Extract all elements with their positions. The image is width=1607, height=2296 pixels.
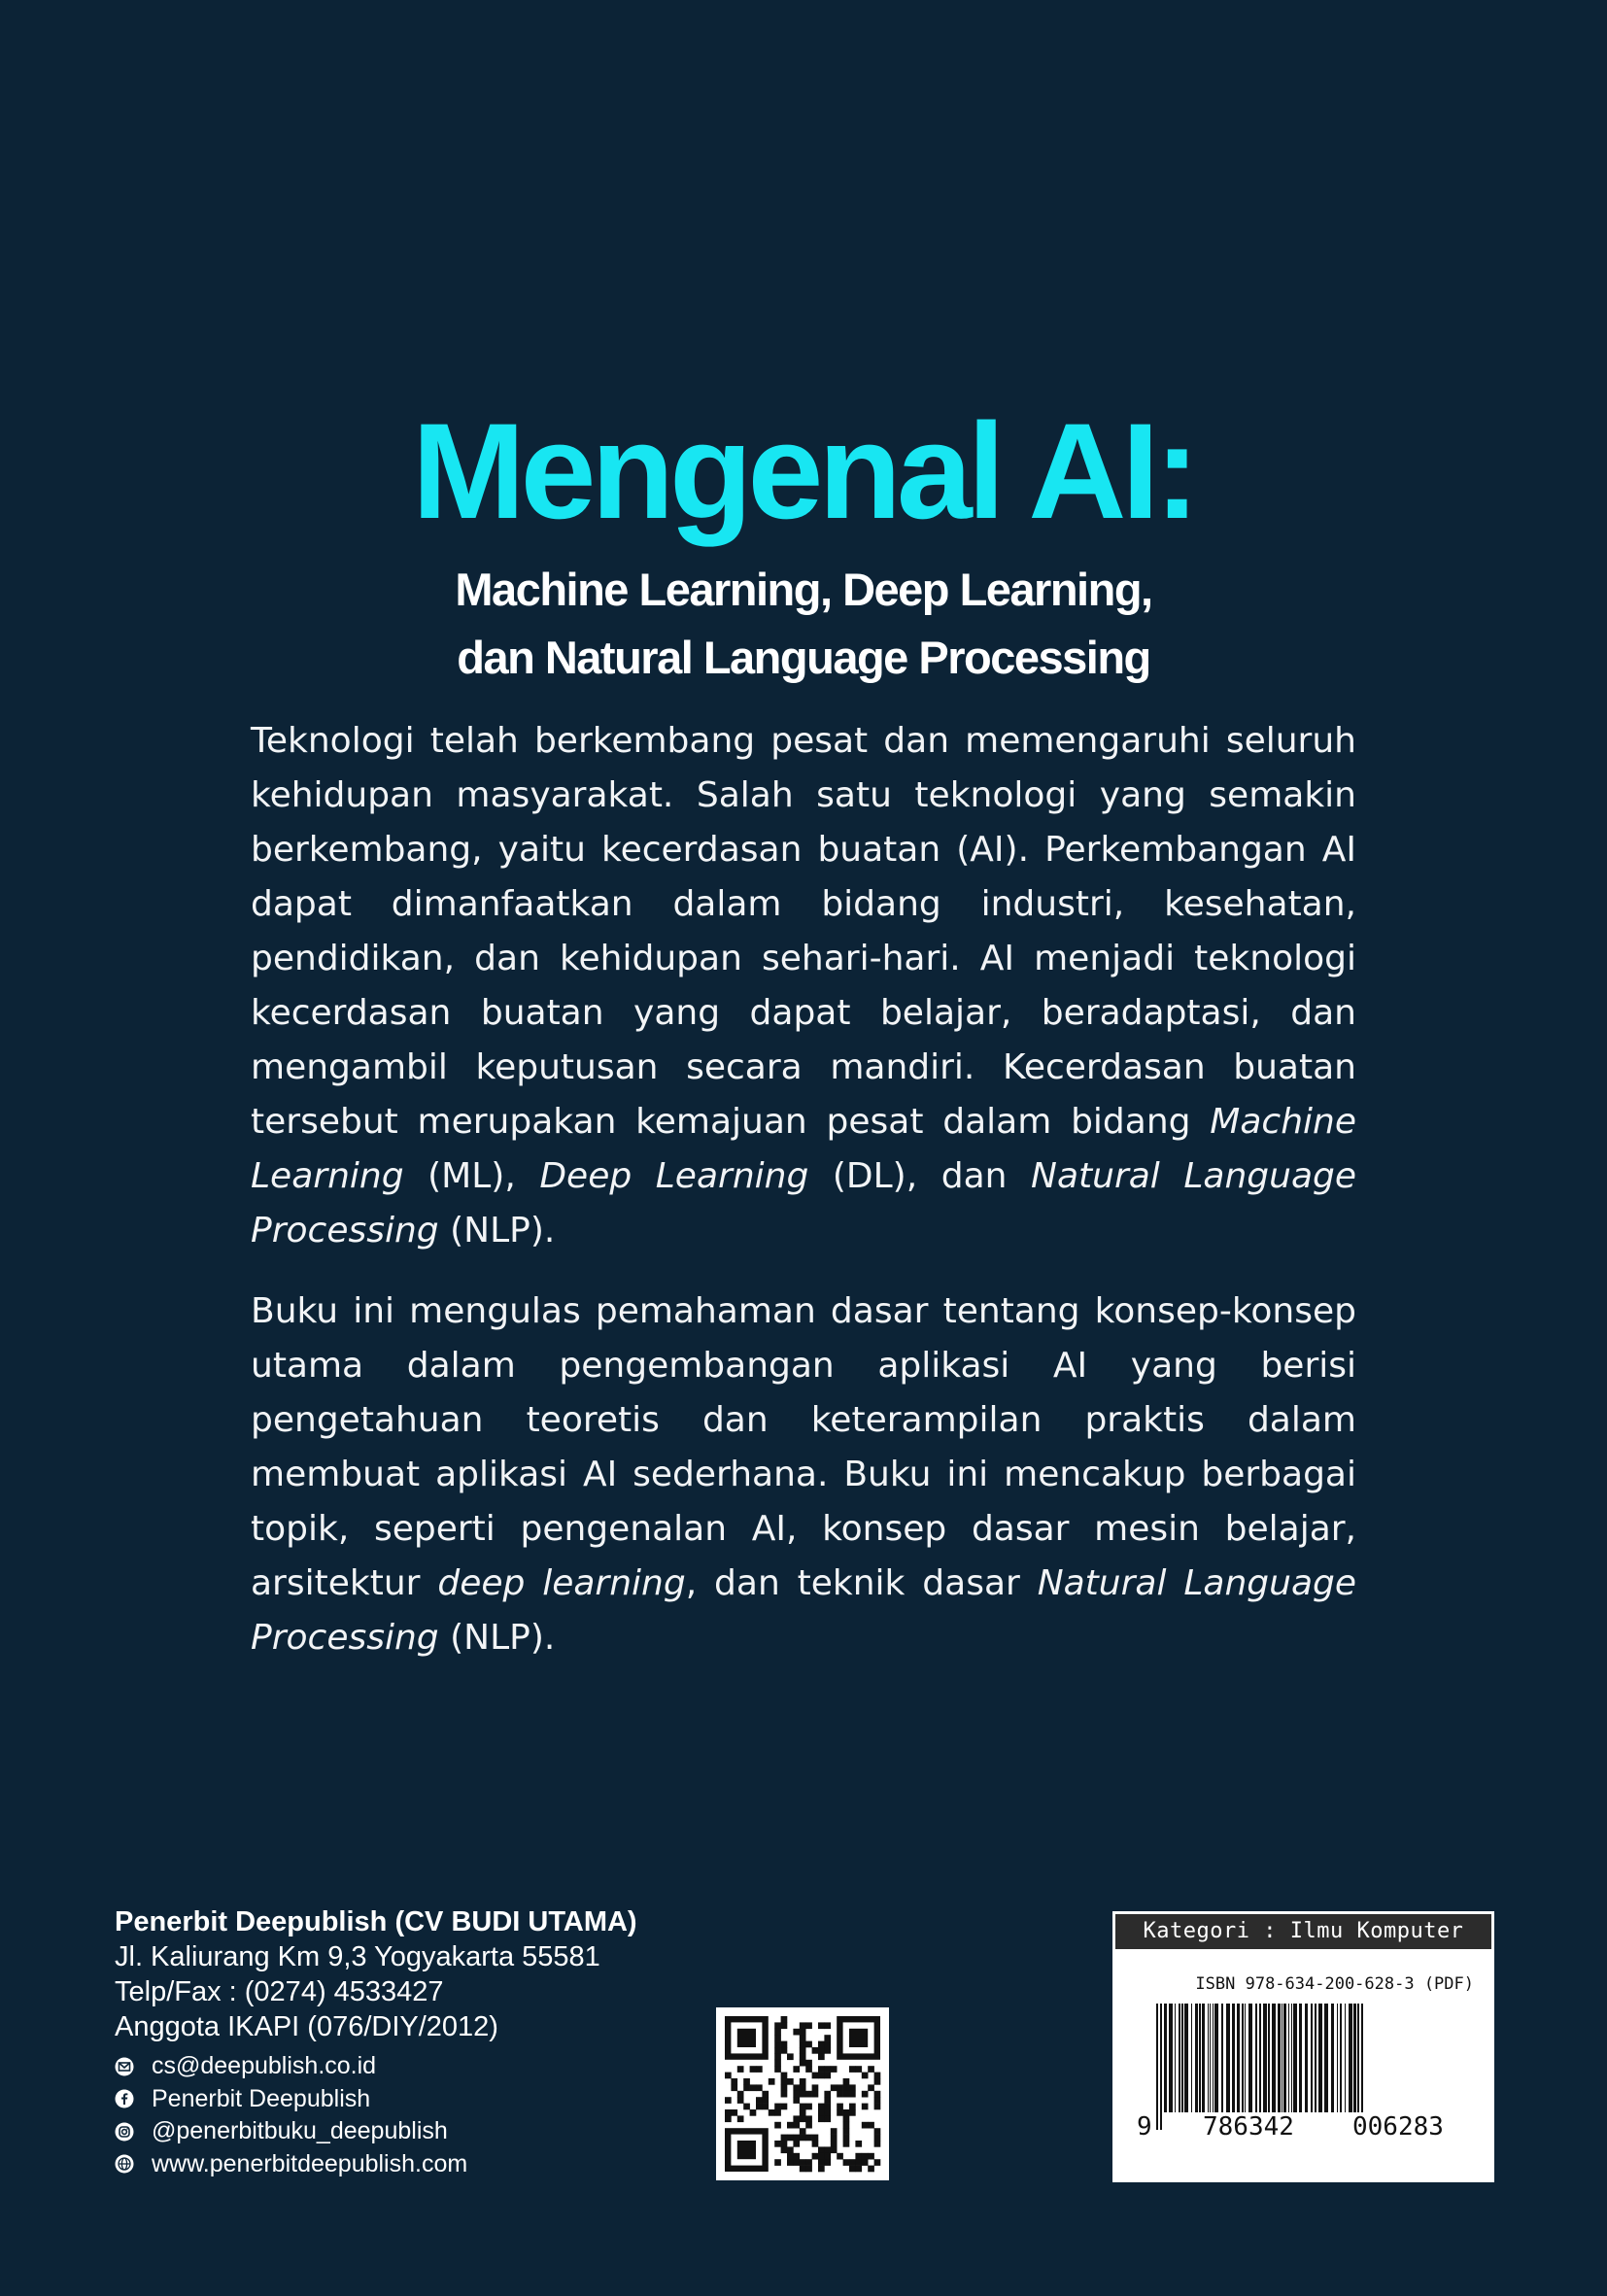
category-label: Kategori : Ilmu Komputer (1115, 1914, 1491, 1949)
text-run: Teknologi telah berkembang pesat dan memengaruhi seluruh kehidupan masyarakat. Salah satu teknologi yang semakin berkembang, yaitu kecerdasan buatan (AI). Perkembangan AI dapat dimanfaatkan dalam bidang industri, kesehatan, pendidikan, dan kehidupan sehari-hari. AI menjadi teknologi kecerdasan buatan yang dapat belajar, beradaptasi, dan mengambil keputusan secara mandiri. Kecerdasan buatan tersebut merupakan kemajuan pesat dalam bidang (251, 721, 1356, 1142)
barcode-bars (1115, 1996, 1491, 2132)
publisher-info (115, 1904, 637, 2044)
barcode-digit-first: 9 (1137, 2112, 1152, 2142)
italic-term: Natural Language Processing (251, 1156, 1357, 1251)
contact-email-text[interactable]: cs@deepublish.co.id (152, 2052, 377, 2079)
text-run: Buku ini mengulas pemahaman dasar tentang konsep-konsep utama dalam pengembangan aplikasi AI yang berisi pengetahuan teoretis dan keterampilan praktis dalam membuat aplikasi AI sederhana. Buku ini mencakup berbagai topik, seperti pengenalan AI, konsep dasar mesin belajar, arsitektur (251, 1291, 1356, 1603)
text-run: (NLP). (438, 1211, 556, 1251)
contact-website-text[interactable]: www.penerbitdeepublish.com (152, 2149, 468, 2177)
text-run: (DL), dan (808, 1156, 1032, 1196)
barcode-digits-right: 006283 (1352, 2112, 1444, 2142)
publisher-phone: Telp/Fax : (0274) 4533427 (115, 1976, 444, 2007)
italic-term: Deep Learning (539, 1156, 809, 1196)
contact-instagram (115, 2115, 467, 2148)
contact-facebook-text[interactable]: Penerbit Deepublish (152, 2084, 371, 2112)
barcode-digits-left: 786342 (1203, 2112, 1294, 2142)
contact-email (115, 2050, 467, 2083)
publisher-membership: Anggota IKAPI (076/DIY/2012) (115, 2011, 498, 2042)
globe-icon (115, 2154, 134, 2174)
italic-term: Machine Learning (251, 1102, 1356, 1196)
text-run: , dan teknik dasar (685, 1563, 1038, 1603)
italic-term: deep learning (437, 1563, 686, 1603)
isbn-barcode-box (1112, 1911, 1494, 2182)
contact-list (115, 2050, 467, 2180)
qr-code[interactable] (716, 2007, 889, 2180)
book-title: Mengenal AI: (412, 394, 1195, 547)
blurb-paragraph-1 (251, 714, 1356, 1258)
subtitle-line-2: dan Natural Language Processing (457, 632, 1150, 683)
text-run: (ML), (403, 1156, 540, 1196)
blurb-paragraph-2 (251, 1285, 1356, 1665)
subtitle-line-1: Machine Learning, Deep Learning, (455, 564, 1152, 615)
italic-term: Natural Language Processing (251, 1563, 1357, 1658)
contact-facebook (115, 2083, 467, 2116)
publisher-address: Jl. Kaliurang Km 9,3 Yogyakarta 55581 (115, 1941, 600, 1972)
book-subtitle (0, 556, 1607, 692)
facebook-icon (115, 2089, 134, 2108)
email-icon (115, 2057, 134, 2076)
instagram-icon (115, 2122, 134, 2142)
isbn-number: ISBN 978-634-200-628-3 (PDF) (1195, 1974, 1474, 1994)
text-run: (NLP). (438, 1618, 556, 1658)
publisher-name: Penerbit Deepublish (CV BUDI UTAMA) (115, 1906, 637, 1937)
contact-instagram-text[interactable]: @penerbitbuku_deepublish (152, 2117, 448, 2144)
contact-website (115, 2148, 467, 2181)
